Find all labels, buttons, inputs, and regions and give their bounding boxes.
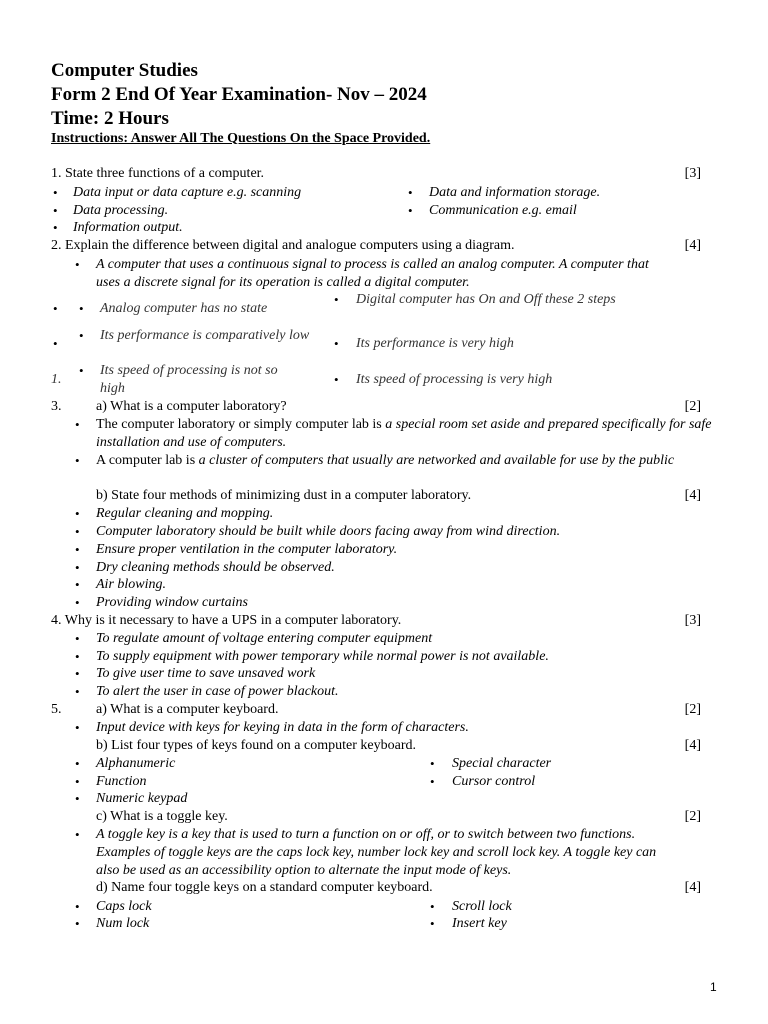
question-1: 1. State three functions of a computer. [51, 166, 265, 181]
key-type: Special character [452, 756, 552, 771]
q3a-answer-text: The computer laboratory or simply computer lab is [96, 417, 386, 432]
question-5c-marks: [2] [684, 809, 701, 824]
q1-answer: Communication e.g. email [429, 203, 577, 218]
instructions: Instructions: Answer All The Questions On the Space Provided. [51, 131, 431, 146]
key-type: Function [96, 774, 147, 789]
q3b-answer: Ensure proper ventilation in the computer laboratory. [96, 542, 398, 557]
q3a-answer [96, 416, 721, 452]
bullet-icon: • [53, 203, 58, 218]
bullet-icon: • [79, 328, 84, 343]
exam-duration: Time: 2 Hours [51, 108, 169, 129]
bullet-icon: • [75, 827, 80, 842]
q1-answer: Data input or data capture e.g. scanning [73, 185, 302, 200]
question-5d: d) Name four toggle keys on a standard computer keyboard. [96, 880, 433, 895]
q3b-answer: Air blowing. [96, 577, 167, 592]
subject-title: Computer Studies [51, 60, 198, 81]
question-5c: c) What is a toggle key. [96, 809, 228, 824]
digital-trait: Digital computer has On and Off these 2 steps [356, 292, 616, 307]
bullet-icon: • [75, 560, 80, 575]
question-1-marks: [3] [684, 166, 701, 181]
question-3a-marks: [2] [684, 399, 701, 414]
q1-answer: Data and information storage. [429, 185, 601, 200]
bullet-icon: • [75, 916, 80, 931]
bullet-icon: • [79, 301, 84, 316]
page-number: 1 [710, 980, 717, 994]
bullet-icon: • [75, 417, 80, 432]
q4-answer: To supply equipment with power temporary while normal power is not available. [96, 649, 549, 664]
question-5d-marks: [4] [684, 880, 701, 895]
question-3-number: 3. [51, 399, 62, 414]
q1-answer: Information output. [73, 220, 183, 235]
bullet-icon: • [53, 301, 58, 316]
q3a-answer-emphasis: a special room set aside and prepared specifically for safe installation and use of computers. [96, 417, 712, 450]
analog-trait: Analog computer has no state [100, 301, 268, 316]
bullet-icon: • [53, 185, 58, 200]
bullet-icon: • [75, 453, 80, 468]
q1-answer: Data processing. [73, 203, 169, 218]
toggle-key: Caps lock [96, 899, 152, 914]
bullet-icon: • [334, 292, 339, 307]
digital-trait: Its speed of processing is very high [356, 372, 553, 387]
q3a-answer-emphasis: a cluster of computers that usually are networked and available for use by the public [198, 453, 675, 468]
analog-trait: Its speed of processing is not so high [100, 363, 278, 396]
bullet-icon: • [79, 363, 84, 378]
q3b-answer: Dry cleaning methods should be observed. [96, 560, 335, 575]
q3b-answer: Regular cleaning and mopping. [96, 506, 274, 521]
question-3a: a) What is a computer laboratory? [96, 399, 287, 414]
question-2-marks: [4] [684, 238, 701, 253]
bullet-icon: • [408, 203, 413, 218]
q3b-answer: Providing window curtains [96, 595, 248, 610]
bullet-icon: • [75, 577, 80, 592]
stray-list-number: 1. [51, 372, 62, 387]
question-5b: b) List four types of keys found on a computer keyboard. [96, 738, 416, 753]
bullet-icon: • [75, 524, 80, 539]
toggle-key: Num lock [96, 916, 150, 931]
bullet-icon: • [334, 336, 339, 351]
question-4: 4. Why is it necessary to have a UPS in a computer laboratory. [51, 613, 402, 628]
bullet-icon: • [75, 756, 80, 771]
bullet-icon: • [75, 257, 80, 272]
bullet-icon: • [408, 185, 413, 200]
question-3b-marks: [4] [684, 488, 701, 503]
question-5a: a) What is a computer keyboard. [96, 702, 279, 717]
question-4-marks: [3] [684, 613, 701, 628]
bullet-icon: • [53, 336, 58, 351]
q4-answer: To give user time to save unsaved work [96, 666, 316, 681]
q4-answer: To alert the user in case of power blackout. [96, 684, 339, 699]
key-type: Numeric keypad [96, 791, 188, 806]
q5c-answer-line: also be used as an accessibility option to alternate the input mode of keys. [96, 863, 512, 878]
analog-trait: Its performance is comparatively low [100, 328, 310, 343]
key-type: Cursor control [452, 774, 536, 789]
bullet-icon: • [75, 542, 80, 557]
bullet-icon: • [75, 774, 80, 789]
bullet-icon: • [75, 506, 80, 521]
toggle-key: Insert key [452, 916, 507, 931]
q3a-answer [96, 452, 708, 470]
exam-title: Form 2 End Of Year Examination- Nov – 2024 [51, 84, 427, 105]
toggle-key: Scroll lock [452, 899, 512, 914]
bullet-icon: • [75, 684, 80, 699]
bullet-icon: • [53, 220, 58, 235]
question-5b-marks: [4] [684, 738, 701, 753]
bullet-icon: • [430, 916, 435, 931]
digital-trait: Its performance is very high [356, 336, 514, 351]
question-2: 2. Explain the difference between digital and analogue computers using a diagram. [51, 238, 515, 253]
q2-intro-line: A computer that uses a continuous signal to process is called an analog computer. A computer that [96, 257, 649, 272]
q5c-answer-line: A toggle key is a key that is used to turn a function on or off, or to switch between two functions. [96, 827, 636, 842]
bullet-icon: • [75, 899, 80, 914]
q4-answer: To regulate amount of voltage entering computer equipment [96, 631, 433, 646]
question-5-number: 5. [51, 702, 62, 717]
bullet-icon: • [75, 720, 80, 735]
q5a-answer: Input device with keys for keying in data in the form of characters. [96, 720, 469, 735]
bullet-icon: • [430, 756, 435, 771]
bullet-icon: • [75, 631, 80, 646]
q5c-answer-line: Examples of toggle keys are the caps lock key, number lock key and scroll lock key. A toggle key can [96, 845, 657, 860]
bullet-icon: • [430, 774, 435, 789]
bullet-icon: • [75, 649, 80, 664]
key-type: Alphanumeric [96, 756, 176, 771]
bullet-icon: • [334, 372, 339, 387]
bullet-icon: • [430, 899, 435, 914]
bullet-icon: • [75, 791, 80, 806]
bullet-icon: • [75, 595, 80, 610]
question-3b: b) State four methods of minimizing dust in a computer laboratory. [96, 488, 472, 503]
q3a-answer-text: A computer lab is [96, 453, 199, 468]
q3b-answer: Computer laboratory should be built while doors facing away from wind direction. [96, 524, 561, 539]
bullet-icon: • [75, 666, 80, 681]
q2-intro-line: uses a discrete signal for its operation is called a digital computer. [96, 275, 470, 290]
question-5a-marks: [2] [684, 702, 701, 717]
